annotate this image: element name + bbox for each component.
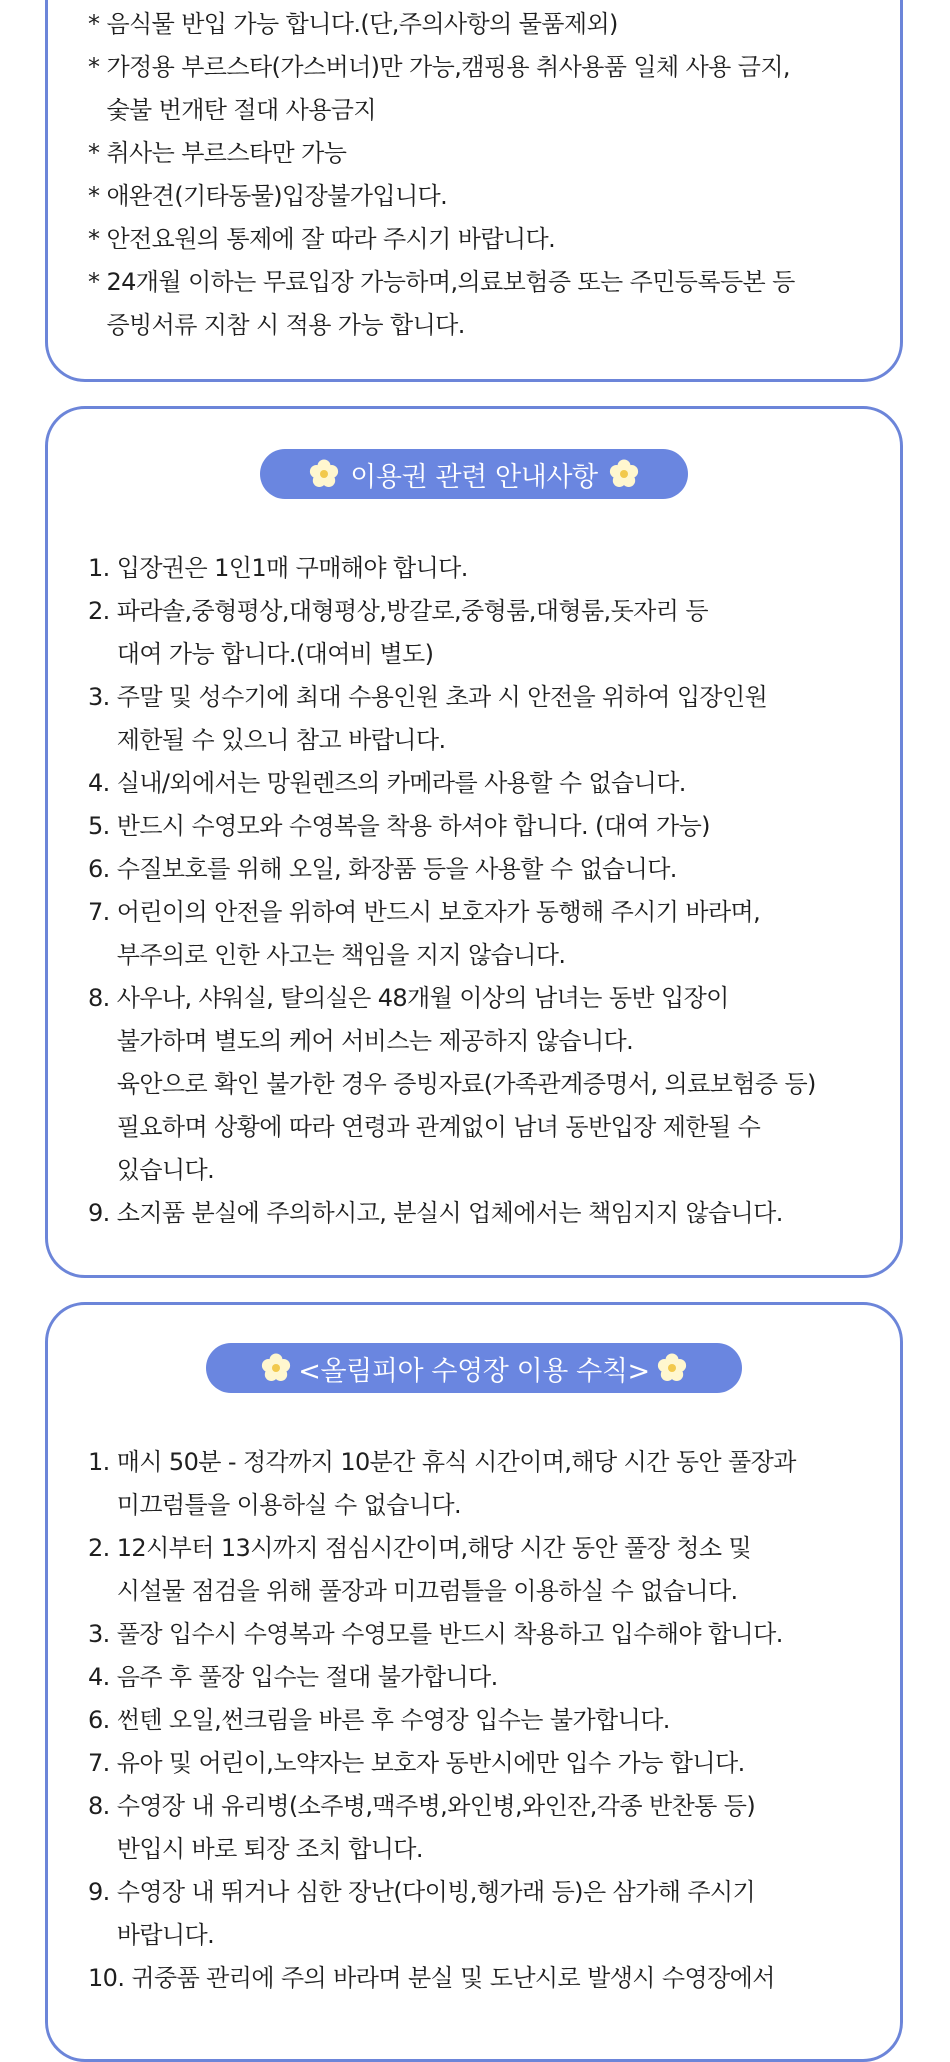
general-notice-list — [88, 3, 880, 347]
list-item-marker: * — [88, 139, 107, 167]
list-item-marker: 7. — [88, 898, 117, 926]
list-item — [88, 132, 880, 175]
list-item-text: 바랍니다. — [116, 1921, 215, 1949]
list-item-marker: 1. — [88, 554, 117, 582]
list-item-text: 부주의로 인한 사고는 책임을 지지 않습니다. — [116, 941, 566, 969]
notice-card-ticket — [45, 406, 903, 1278]
list-item-text: 불가하며 별도의 케어 서비스는 제공하지 않습니다. — [116, 1027, 634, 1055]
list-item — [88, 547, 880, 590]
list-item-marker: 1. — [88, 1448, 117, 1476]
list-item — [88, 1441, 880, 1527]
list-item-marker: 2. — [88, 1534, 117, 1562]
list-item — [88, 1699, 880, 1742]
list-item-marker: * — [88, 182, 107, 210]
flower-icon — [308, 458, 340, 490]
list-item-marker: 7. — [88, 1749, 117, 1777]
list-item-text: 썬텐 오일,썬크림을 바른 후 수영장 입수는 불가합니다. — [116, 1706, 670, 1734]
list-item-marker: 5. — [88, 812, 117, 840]
ticket-notice-title-text: 이용권 관련 안내사항 — [350, 461, 598, 493]
pool-rules-title — [206, 1343, 742, 1393]
list-item — [88, 1613, 880, 1656]
list-item — [88, 175, 880, 218]
list-item-text: 음주 후 풀장 입수는 절대 불가합니다. — [116, 1663, 498, 1691]
list-item — [88, 261, 880, 347]
list-item-text: 시설물 점검을 위해 풀장과 미끄럼틀을 이용하실 수 없습니다. — [116, 1577, 738, 1605]
list-item-marker: 9. — [88, 1878, 117, 1906]
list-item — [88, 762, 880, 805]
list-item-text: 애완견(기타동물)입장불가입니다. — [106, 182, 448, 210]
pool-rules-title-text: <올림피아 수영장 이용 수칙> — [298, 1355, 650, 1387]
list-item-text: 사우나, 샤워실, 탈의실은 48개월 이상의 남녀는 동반 입장이 — [116, 984, 729, 1012]
list-item-text: 파라솔,중형평상,대형평상,방갈로,중형룸,대형룸,돗자리 등 — [116, 597, 708, 625]
list-item — [88, 1957, 880, 2000]
list-item — [88, 1656, 880, 1699]
list-item-text: 미끄럼틀을 이용하실 수 없습니다. — [116, 1491, 462, 1519]
list-item — [88, 3, 880, 46]
list-item-text: 있습니다. — [116, 1156, 215, 1184]
list-item-text: 주말 및 성수기에 최대 수용인원 초과 시 안전을 위하여 입장인원 — [116, 683, 768, 711]
list-item-text: 수질보호를 위해 오일, 화장품 등을 사용할 수 없습니다. — [116, 855, 677, 883]
list-item-text: 반드시 수영모와 수영복을 착용 하셔야 합니다. (대여 가능) — [116, 812, 710, 840]
list-item-marker: 8. — [88, 984, 117, 1012]
list-item — [88, 218, 880, 261]
list-item-marker: 8. — [88, 1792, 117, 1820]
list-item-text: 12시부터 13시까지 점심시간이며,해당 시간 동안 풀장 청소 및 — [116, 1534, 752, 1562]
notice-card-general — [45, 0, 903, 382]
list-item — [88, 848, 880, 891]
list-item-marker: 4. — [88, 769, 117, 797]
list-item-text: 가정용 부르스타(가스버너)만 가능,캠핑용 취사용품 일체 사용 금지, — [106, 53, 790, 81]
list-item-text: 증빙서류 지참 시 적용 가능 합니다. — [106, 311, 465, 339]
list-item-text: 대여 가능 합니다.(대여비 별도) — [116, 640, 434, 668]
list-item-text: 제한될 수 있으니 참고 바랍니다. — [116, 726, 446, 754]
flower-icon — [260, 1352, 292, 1384]
pool-rules-list — [88, 1441, 880, 2000]
flower-icon — [608, 458, 640, 490]
list-item-marker: 6. — [88, 855, 117, 883]
list-item — [88, 1527, 880, 1613]
list-item-text: 어린이의 안전을 위하여 반드시 보호자가 동행해 주시기 바라며, — [116, 898, 761, 926]
list-item-marker: * — [88, 53, 107, 81]
list-item-marker: 9. — [88, 1199, 117, 1227]
ticket-notice-title — [260, 449, 688, 499]
list-item-text: 실내/외에서는 망원렌즈의 카메라를 사용할 수 없습니다. — [116, 769, 686, 797]
list-item-text: 안전요원의 통제에 잘 따라 주시기 바랍니다. — [106, 225, 556, 253]
list-item — [88, 1785, 880, 1871]
list-item-text: 수영장 내 뛰거나 심한 장난(다이빙,헹가래 등)은 삼가해 주시기 — [116, 1878, 756, 1906]
list-item-text: 풀장 입수시 수영복과 수영모를 반드시 착용하고 입수해야 합니다. — [116, 1620, 783, 1648]
list-item-text: 육안으로 확인 불가한 경우 증빙자료(가족관계증명서, 의료보험증 등) — [116, 1070, 816, 1098]
list-item-text: 유아 및 어린이,노약자는 보호자 동반시에만 입수 가능 합니다. — [116, 1749, 745, 1777]
list-item — [88, 1742, 880, 1785]
list-item — [88, 1871, 880, 1957]
list-item-marker: 3. — [88, 1620, 117, 1648]
list-item — [88, 891, 880, 977]
list-item-text: 음식물 반입 가능 합니다.(단,주의사항의 물품제외) — [106, 10, 618, 38]
list-item-text: 필요하며 상황에 따라 연령과 관계없이 남녀 동반입장 제한될 수 — [116, 1113, 761, 1141]
list-item — [88, 805, 880, 848]
list-item-text: 반입시 바로 퇴장 조치 합니다. — [116, 1835, 423, 1863]
list-item-text: 수영장 내 유리병(소주병,맥주병,와인병,와인잔,각종 반찬통 등) — [116, 1792, 756, 1820]
list-item — [88, 46, 880, 132]
list-item — [88, 977, 880, 1192]
list-item-text: 소지품 분실에 주의하시고, 분실시 업체에서는 책임지지 않습니다. — [116, 1199, 783, 1227]
list-item-marker: * — [88, 268, 107, 296]
list-item-text: 귀중품 관리에 주의 바라며 분실 및 도난시로 발생시 수영장에서 — [131, 1964, 775, 1992]
list-item-text: 24개월 이하는 무료입장 가능하며,의료보험증 또는 주민등록등본 등 — [106, 268, 795, 296]
list-item-text: 매시 50분 - 정각까지 10분간 휴식 시간이며,해당 시간 동안 풀장과 — [116, 1448, 796, 1476]
list-item — [88, 590, 880, 676]
list-item-text: 입장권은 1인1매 구매해야 합니다. — [116, 554, 468, 582]
notice-card-pool-rules — [45, 1302, 903, 2062]
list-item-marker: 2. — [88, 597, 117, 625]
list-item-marker: * — [88, 225, 107, 253]
ticket-notice-list — [88, 547, 880, 1235]
list-item-text: 취사는 부르스타만 가능 — [106, 139, 347, 167]
list-item — [88, 1192, 880, 1235]
flower-icon — [656, 1352, 688, 1384]
list-item-marker: 6. — [88, 1706, 117, 1734]
list-item-marker: 4. — [88, 1663, 117, 1691]
list-item-marker: * — [88, 10, 107, 38]
list-item-text: 숯불 번개탄 절대 사용금지 — [106, 96, 376, 124]
list-item — [88, 676, 880, 762]
list-item-marker: 10. — [88, 1964, 132, 1992]
list-item-marker: 3. — [88, 683, 117, 711]
